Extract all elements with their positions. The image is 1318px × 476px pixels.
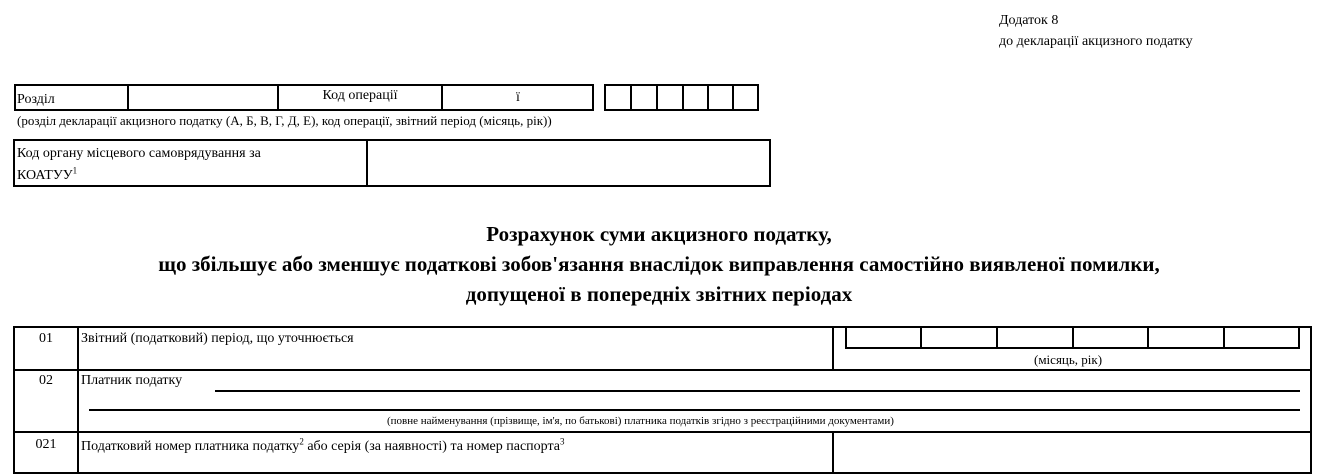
taxpayer-caption: (повне найменування (прізвище, ім'я, по батькові) платника податків згідно з реєстраційними документами) [387,415,894,427]
operation-code-label: Код операції [322,88,398,103]
tax-number-field[interactable] [835,433,1309,471]
appendix-title: Додаток 8 [999,13,1059,28]
koatuu-label: Код органу місцевого самоврядування за КОАТУУ$^1$ [17,146,261,183]
row-code-01: 01 [39,331,53,346]
taxpayer-name-field[interactable] [215,372,1300,392]
footnote-marker: 2 [299,436,304,447]
row-label-02: Платник податку [81,373,183,388]
header-caption: (розділ декларації акцизного податку (А, Б, В, Г, Д, Е), код операції, звітний період (місяць, рік)) [17,113,552,128]
reporting-period-boxes[interactable] [845,328,1300,350]
footnote-marker: 3 [560,436,565,447]
koatuu-field[interactable] [369,141,769,185]
operation-code-field[interactable]: ї [516,90,520,105]
appendix-subtitle: до декларації акцизного податку [999,34,1193,49]
page-title: Розрахунок суми акцизного податку, що збільшує або зменшує податкові зобов'язання внаслідок виправлення самостійно виявленої помилки, допущеної в попередніх звітних періодах [158,222,1160,306]
row-code-02: 02 [39,373,53,388]
section-label: Розділ [17,92,55,107]
period-caption: (місяць, рік) [1034,352,1103,367]
row-label-01: Звітний (податковий) період, що уточнюється [81,331,354,346]
taxpayer-name-field-line2[interactable] [89,395,1300,411]
row-code-021: 021 [35,437,57,452]
footnote-marker: 1 [72,165,78,176]
row-label-021: Податковий номер платника податку$^2$ або серія (за наявності) та номер паспорта$^3$ [81,436,565,454]
appendix-note [999,10,1193,52]
section-field[interactable] [130,86,276,109]
